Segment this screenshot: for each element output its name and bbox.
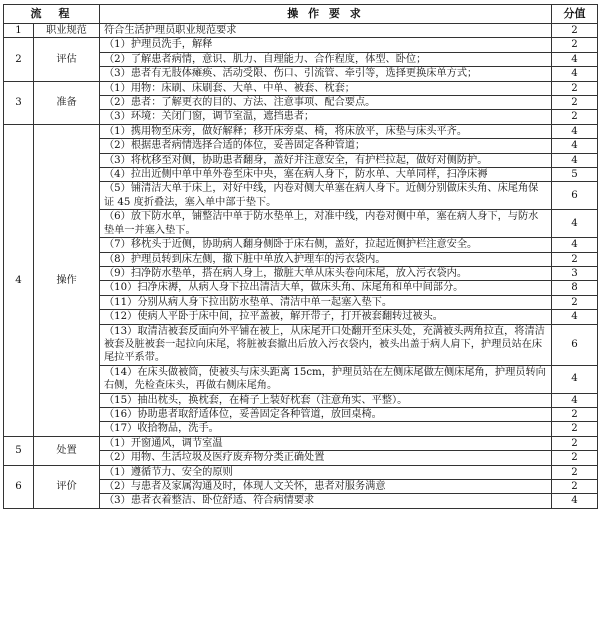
requirement-text: （3）环境：关闭门窗，调节室温，遮挡患者； [100,110,552,124]
score-value: 2 [552,252,598,266]
requirement-text: （14）在床头做被筒，使被头与床头距离 15cm，护理员站在左侧床尾做左侧床尾角，护理员转向右侧，先检查床头，再做右侧床尾角。 [100,365,552,393]
score-value: 2 [552,480,598,494]
score-value: 2 [552,436,598,450]
score-value: 2 [552,110,598,124]
stage-label: 职业规范 [34,24,100,38]
requirement-text: （3）患者有无肢体瘫痪、活动受限、伤口、引流管、牵引等，选择更换床单方式； [100,67,552,81]
stage-label: 准备 [34,81,100,124]
requirement-text: （3）患者衣着整洁、卧位舒适、符合病情要求 [100,494,552,508]
row-number: 5 [4,436,34,465]
header-row [4,5,598,24]
score-value: 2 [552,295,598,309]
requirement-text: （7）移枕头于近侧，协助病人翻身侧卧于床右侧，盖好，拉起近侧护栏注意安全。 [100,238,552,252]
score-value: 4 [552,494,598,508]
requirement-text: （2）用物、生活垃圾及医疗废弃物分类正确处置 [100,451,552,465]
header-requirements: 操 作 要 求 [100,5,552,24]
score-value: 2 [552,407,598,421]
score-value: 4 [552,52,598,66]
stage-label: 评估 [34,38,100,81]
score-value: 4 [552,393,598,407]
requirement-text: （11）分别从病人身下拉出防水垫单、清洁中单一起塞入垫下。 [100,295,552,309]
score-value: 2 [552,451,598,465]
requirement-text: （15）抽出枕头，换枕套，在椅子上装好枕套（注意角实、平整）。 [100,393,552,407]
table-row [4,124,598,138]
score-value: 4 [552,124,598,138]
stage-label: 评价 [34,465,100,508]
header-score: 分值 [552,5,598,24]
header-process: 流 程 [4,5,100,24]
row-number: 1 [4,24,34,38]
table-body [4,24,598,509]
requirement-text: （2）患者：了解更衣的目的、方法、注意事项、配合要点。 [100,96,552,110]
score-value: 4 [552,238,598,252]
table-row [4,24,598,38]
score-value: 4 [552,67,598,81]
requirement-text: （9）扫净防水垫单，搭在病人身上，撤脏大单从床头卷向床尾，放入污衣袋内。 [100,266,552,280]
table-row [4,81,598,95]
requirement-text: （2）根据患者病情选择合适的体位，妥善固定各种管道； [100,139,552,153]
requirement-text: （2）了解患者病情，意识、肌力、自理能力、合作程度，体型、卧位； [100,52,552,66]
score-value: 4 [552,210,598,238]
requirement-text: 符合生活护理员职业规范要求 [100,24,552,38]
requirement-text: （16）协助患者取舒适体位，妥善固定各种管道，放回桌椅。 [100,407,552,421]
score-value: 4 [552,139,598,153]
requirement-text: （6）放下防水单，铺整洁中单于防水垫单上，对准中线，内卷对侧中单，塞在病人身下，与防水垫单一并塞入垫下。 [100,210,552,238]
row-number: 3 [4,81,34,124]
requirement-text: （10）扫净床褥，从病人身下拉出清洁大单，做床头角、床尾角和单中间部分。 [100,281,552,295]
score-value: 2 [552,422,598,436]
score-value: 2 [552,96,598,110]
score-value: 6 [552,324,598,365]
row-number: 4 [4,124,34,436]
row-number: 2 [4,38,34,81]
score-value: 2 [552,81,598,95]
score-value: 2 [552,24,598,38]
requirement-text: （2）与患者及家属沟通及时，体现人文关怀，患者对服务满意 [100,480,552,494]
stage-label: 处置 [34,436,100,465]
requirement-text: （17）收拾物品，洗手。 [100,422,552,436]
score-value: 2 [552,465,598,479]
score-value: 8 [552,281,598,295]
score-value: 2 [552,38,598,52]
score-value: 3 [552,266,598,280]
table-row [4,38,598,52]
table-row [4,436,598,450]
row-number: 6 [4,465,34,508]
requirement-text: （1）携用物至床旁，做好解释；移开床旁桌、椅，将床放平，床垫与床头平齐。 [100,124,552,138]
care-procedure-table [3,4,598,509]
requirement-text: （1）护理员洗手，解释 [100,38,552,52]
table-row [4,465,598,479]
requirement-text: （4）拉出近侧中单中单外卷至床中央，塞在病人身下，防水单、大单同样，扫净床褥 [100,168,552,182]
score-value: 4 [552,365,598,393]
requirement-text: （13）取清洁被套反面向外平铺在被上，从床尾开口处翻开至床头处，充满被头两角拉直，将清洁被套及脏被套一起拉向床尾，将脏被套撤出后放入污衣袋内，被头出盖于病人肩下，护理员站在床尾拉平系带。 [100,324,552,365]
requirement-text: （1）遵循节力、安全的原则 [100,465,552,479]
score-value: 6 [552,182,598,210]
requirement-text: （1）用物：床刷、床刷套、大单、中单、被套、枕套； [100,81,552,95]
requirement-text: （1）开窗通风，调节室温 [100,436,552,450]
score-value: 5 [552,168,598,182]
requirement-text: （3）将枕移至对侧，协助患者翻身，盖好并注意安全，有护栏拉起，做好对侧防护。 [100,153,552,167]
score-value: 4 [552,310,598,324]
requirement-text: （5）铺清洁大单于床上，对好中线，内卷对侧大单塞在病人身下。近侧分别做床头角、床尾角保证 45 度折叠法，塞入单中部于垫下。 [100,182,552,210]
requirement-text: （12）使病人平卧于床中间，拉平盖被，解开带子，打开被套翻转过被头。 [100,310,552,324]
requirement-text: （8）护理员转到床左侧，撤下脏中单放入护理车的污衣袋内。 [100,252,552,266]
score-value: 4 [552,153,598,167]
stage-label: 操作 [34,124,100,436]
